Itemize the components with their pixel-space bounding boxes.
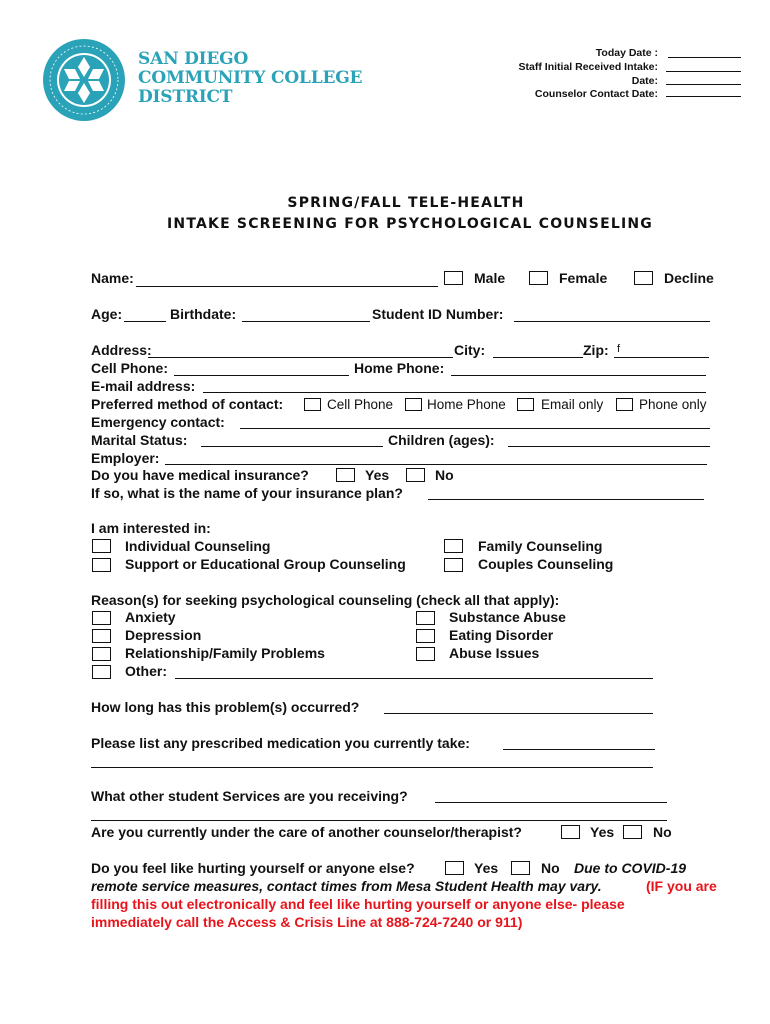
insurance-yes-checkbox[interactable]	[336, 468, 355, 482]
relationship-label: Relationship/Family Problems	[125, 645, 325, 661]
student-id-field[interactable]	[514, 321, 710, 322]
contact-phone-checkbox[interactable]	[616, 398, 633, 411]
email-field[interactable]	[203, 392, 706, 393]
substance-checkbox[interactable]	[416, 611, 435, 625]
logo-line-3: DISTRICT	[138, 87, 233, 107]
insurance-plan-field[interactable]	[428, 499, 704, 500]
student-id-label: Student ID Number:	[372, 306, 504, 322]
contact-cell-label: Cell Phone	[327, 397, 394, 412]
logo-line-1: SAN DIEGO	[138, 49, 249, 69]
home-phone-label: Home Phone:	[354, 360, 445, 376]
contact-cell-checkbox[interactable]	[304, 398, 321, 411]
name-field[interactable]	[136, 286, 438, 287]
zip-label: Zip:	[583, 342, 609, 358]
under-care-no-label: No	[653, 824, 672, 840]
male-checkbox[interactable]	[444, 271, 463, 285]
insurance-no-checkbox[interactable]	[406, 468, 425, 482]
staff-date-line[interactable]	[666, 84, 741, 85]
depression-checkbox[interactable]	[92, 629, 111, 643]
today-date-line[interactable]	[668, 57, 741, 58]
reasons-heading: Reason(s) for seeking psychological counseling (check all that apply):	[91, 592, 560, 608]
address-field[interactable]	[148, 357, 453, 358]
medication-label: Please list any prescribed medication you currently take:	[91, 735, 470, 751]
crisis-warning-1: (IF you are	[646, 878, 717, 894]
staff-initial-line[interactable]	[666, 71, 741, 72]
how-long-field[interactable]	[384, 713, 653, 714]
male-label: Male	[474, 270, 506, 286]
family-checkbox[interactable]	[444, 539, 463, 553]
services-field-2[interactable]	[91, 820, 667, 821]
medication-field[interactable]	[503, 749, 655, 750]
other-field[interactable]	[175, 678, 653, 679]
abuse-checkbox[interactable]	[416, 647, 435, 661]
marital-field[interactable]	[201, 446, 383, 447]
individual-label: Individual Counseling	[125, 538, 271, 554]
anxiety-checkbox[interactable]	[92, 611, 111, 625]
logo-line-2: COMMUNITY COLLEGE	[138, 68, 363, 88]
zip-field[interactable]	[614, 357, 709, 358]
covid-note-1: Due to COVID-19	[574, 860, 687, 876]
group-checkbox[interactable]	[92, 558, 111, 572]
hurting-question: Do you feel like hurting yourself or anyone else?	[91, 860, 415, 876]
group-label: Support or Educational Group Counseling	[125, 556, 406, 572]
today-date-label: Today Date :	[595, 47, 658, 59]
couples-checkbox[interactable]	[444, 558, 463, 572]
district-logo	[42, 38, 126, 122]
under-care-yes-checkbox[interactable]	[561, 825, 580, 839]
decline-label: Decline	[664, 270, 714, 286]
counselor-contact-line[interactable]	[666, 96, 741, 97]
under-care-no-checkbox[interactable]	[623, 825, 642, 839]
city-field[interactable]	[493, 357, 583, 358]
city-label: City:	[454, 342, 486, 358]
contact-email-label: Email only	[541, 397, 604, 412]
emergency-label: Emergency contact:	[91, 414, 225, 430]
cell-phone-field[interactable]	[174, 375, 349, 376]
hurting-yes-checkbox[interactable]	[445, 861, 464, 875]
insurance-no-label: No	[435, 467, 454, 483]
contact-home-checkbox[interactable]	[405, 398, 422, 411]
insurance-yes-label: Yes	[365, 467, 390, 483]
crisis-warning-3: immediately call the Access & Crisis Line at 888-724-7240 or 911)	[91, 914, 523, 930]
form-title-line-2: INTAKE SCREENING FOR PSYCHOLOGICAL COUNSELING	[167, 216, 653, 232]
under-care-question: Are you currently under the care of another counselor/therapist?	[91, 824, 522, 840]
female-checkbox[interactable]	[529, 271, 548, 285]
cell-phone-label: Cell Phone:	[91, 360, 169, 376]
hurting-no-checkbox[interactable]	[511, 861, 530, 875]
email-label: E-mail address:	[91, 378, 196, 394]
family-label: Family Counseling	[478, 538, 603, 554]
birthdate-label: Birthdate:	[170, 306, 237, 322]
eating-label: Eating Disorder	[449, 627, 554, 643]
hurting-no-label: No	[541, 860, 560, 876]
home-phone-field[interactable]	[451, 375, 706, 376]
crisis-warning-2: filling this out electronically and feel like hurting yourself or anyone else- please	[91, 896, 625, 912]
covid-note-2: remote service measures, contact times from Mesa Student Health may vary.	[91, 878, 602, 894]
abuse-label: Abuse Issues	[449, 645, 540, 661]
address-label: Address:	[91, 342, 152, 358]
contact-phone-label: Phone only	[639, 397, 707, 412]
couples-label: Couples Counseling	[478, 556, 614, 572]
decline-checkbox[interactable]	[634, 271, 653, 285]
insurance-question: Do you have medical insurance?	[91, 467, 309, 483]
employer-label: Employer:	[91, 450, 160, 466]
individual-checkbox[interactable]	[92, 539, 111, 553]
services-field[interactable]	[435, 802, 667, 803]
age-field[interactable]	[124, 321, 166, 322]
contact-home-label: Home Phone	[427, 397, 506, 412]
relationship-checkbox[interactable]	[92, 647, 111, 661]
medication-field-2[interactable]	[91, 767, 653, 768]
female-label: Female	[559, 270, 608, 286]
eating-checkbox[interactable]	[416, 629, 435, 643]
marital-label: Marital Status:	[91, 432, 188, 448]
other-checkbox[interactable]	[92, 665, 111, 679]
counselor-contact-label: Counselor Contact Date:	[534, 88, 658, 100]
hurting-yes-label: Yes	[474, 860, 499, 876]
under-care-yes-label: Yes	[590, 824, 615, 840]
depression-label: Depression	[125, 627, 202, 643]
how-long-label: How long has this problem(s) occurred?	[91, 699, 360, 715]
birthdate-field[interactable]	[242, 321, 370, 322]
children-label: Children (ages):	[388, 432, 495, 448]
other-label: Other:	[125, 663, 167, 679]
district-seal-icon	[42, 38, 126, 122]
insurance-plan-label: If so, what is the name of your insurance plan?	[91, 485, 403, 501]
children-field[interactable]	[508, 446, 710, 447]
employer-field[interactable]	[165, 464, 707, 465]
emergency-field[interactable]	[240, 428, 710, 429]
anxiety-label: Anxiety	[125, 609, 176, 625]
interest-heading: I am interested in:	[91, 520, 211, 536]
zip-value: f	[617, 343, 621, 355]
contact-email-checkbox[interactable]	[517, 398, 534, 411]
form-title-line-1: SPRING/FALL TELE-HEALTH	[287, 195, 525, 211]
preferred-contact-label: Preferred method of contact:	[91, 396, 284, 412]
staff-initial-label: Staff Initial Received Intake:	[518, 61, 658, 73]
services-label: What other student Services are you receiving?	[91, 788, 408, 804]
name-label: Name:	[91, 270, 134, 286]
substance-label: Substance Abuse	[449, 609, 566, 625]
staff-date-label: Date:	[631, 75, 658, 87]
age-label: Age:	[91, 306, 123, 322]
